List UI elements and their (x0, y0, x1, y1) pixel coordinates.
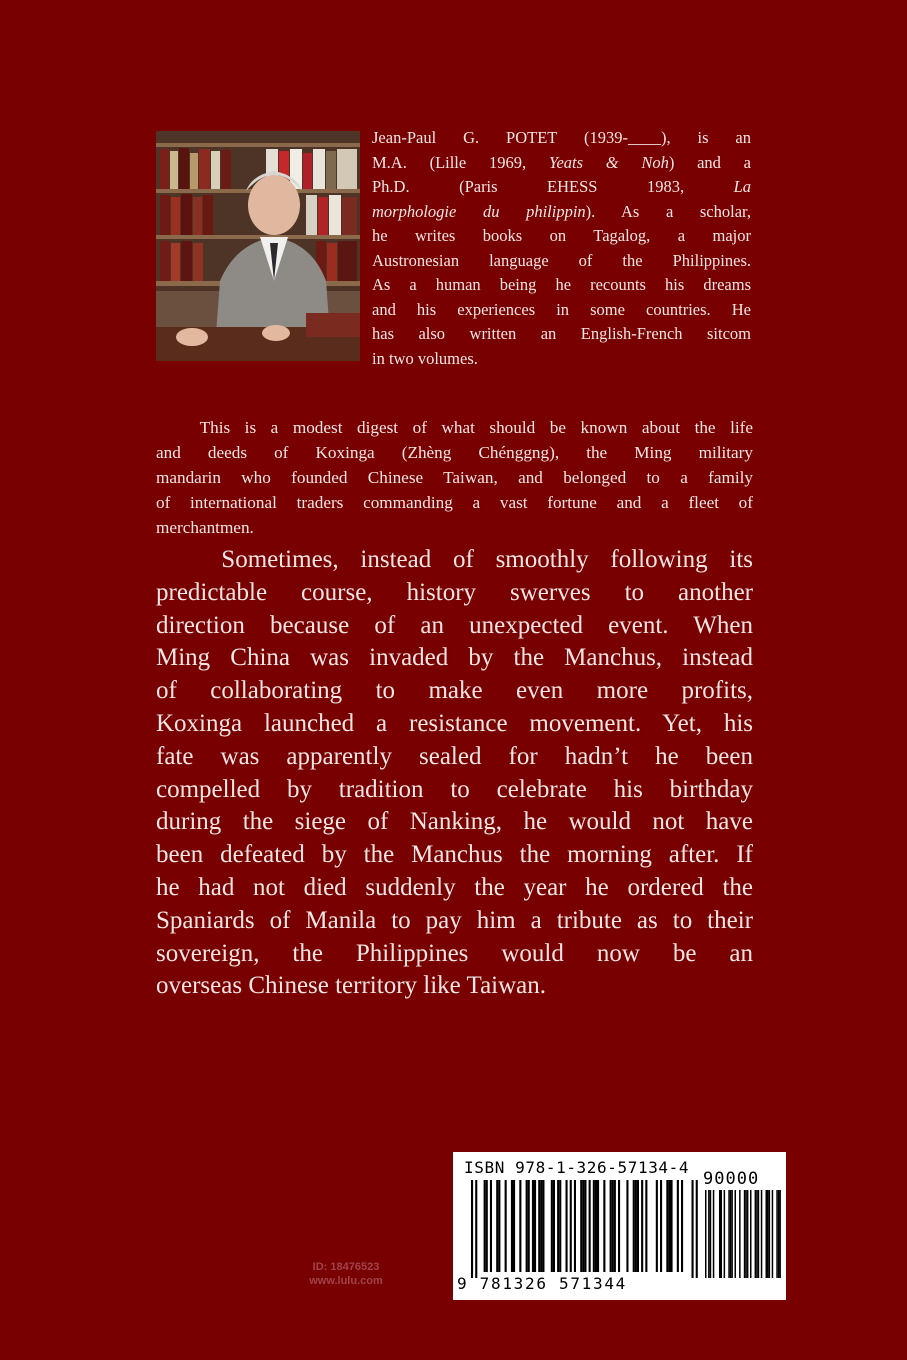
barcode-bar (582, 1180, 584, 1272)
barcode-bar (668, 1180, 670, 1272)
addon-bar (724, 1190, 726, 1278)
addon-bar (767, 1190, 769, 1278)
addon-bar (708, 1190, 710, 1278)
author-bio (372, 126, 751, 371)
barcode-bar (637, 1180, 639, 1272)
barcode-bar (614, 1180, 616, 1272)
barcode-bar (540, 1180, 542, 1272)
addon-bar (750, 1190, 752, 1278)
barcode-bar (534, 1180, 536, 1272)
addon-bar (778, 1190, 780, 1278)
publisher-url: www.lulu.com (309, 1275, 383, 1287)
barcode-bar (484, 1180, 486, 1272)
barcode-bar (538, 1180, 540, 1272)
barcode-bar (519, 1180, 521, 1272)
barcode-bar (511, 1180, 513, 1272)
addon-bar (772, 1190, 774, 1278)
main-line: Koxinga launched a resistance movement. Yet, his (156, 709, 753, 737)
digest-line: of international traders commanding a vast fortune and a fleet of (156, 493, 753, 512)
barcode-bar (645, 1180, 647, 1272)
bio-line: he writes books on Tagalog, a major (372, 226, 751, 245)
addon-bar (756, 1190, 758, 1278)
barcode-bar (610, 1180, 612, 1272)
main-line: he had not died suddenly the year he ordered the (156, 873, 753, 901)
isbn-barcode (453, 1152, 786, 1300)
barcode-bar (496, 1180, 498, 1272)
publisher-mark (286, 1260, 406, 1288)
ean-digits: 9 781326 571344 (457, 1274, 627, 1293)
main-paragraph (156, 544, 753, 1003)
barcode-bar (505, 1180, 507, 1272)
bio-line: morphologie du philippin). As a scholar, (372, 201, 751, 221)
addon-bar (745, 1190, 747, 1278)
barcode-bar (526, 1180, 528, 1272)
digest-line: This is a modest digest of what should be known about the life (156, 418, 753, 437)
main-line: predictable course, history swerves to another (156, 578, 753, 606)
addon-bar (747, 1190, 749, 1278)
barcode-bar (542, 1180, 544, 1272)
barcode-bar (528, 1180, 530, 1272)
addon-bar (755, 1190, 757, 1278)
barcode-bar (593, 1180, 595, 1272)
main-line: during the siege of Nanking, he would not have (156, 808, 753, 836)
barcode-bar (471, 1180, 473, 1278)
bio-line: M.A. (Lille 1969, Yeats & Noh) and a (372, 152, 751, 172)
barcode-bar (603, 1180, 605, 1272)
barcode-bar (597, 1180, 599, 1272)
barcode-bar (692, 1180, 694, 1278)
barcode-bar (595, 1180, 597, 1272)
bio-line: and his experiences in some countries. He (372, 299, 751, 319)
main-line: overseas Chinese territory like Taiwan. (156, 972, 547, 1000)
addon-bar (710, 1190, 712, 1278)
isbn-label: ISBN 978-1-326-57134-4 (464, 1158, 690, 1177)
main-line: direction because of an unexpected event. When (156, 611, 753, 639)
publisher-id: ID: 18476523 (312, 1261, 380, 1273)
barcode-bar (660, 1180, 662, 1272)
main-line: been defeated by the Manchus the morning after. If (156, 841, 753, 869)
barcode-bar (666, 1180, 668, 1272)
barcode-bar (626, 1180, 628, 1272)
addon-bar (766, 1190, 768, 1278)
digest-paragraph (156, 415, 753, 540)
addon-bar (705, 1190, 707, 1278)
barcode-bar (574, 1180, 576, 1272)
price-code: 90000 (703, 1169, 760, 1189)
digest-line: and deeds of Koxinga (Zhèng Chénggng), the Ming military (156, 443, 753, 462)
barcode-bar (553, 1180, 555, 1272)
bio-line: Jean-Paul G. POTET (1939-____), is an (372, 128, 751, 147)
digest-line: merchantmen. (156, 518, 254, 537)
bio-line: has also written an English-French sitcom (372, 324, 751, 343)
barcode-bar (557, 1180, 559, 1272)
barcode-bar (584, 1180, 586, 1272)
main-line: Ming China was invaded by the Manchus, instead (156, 644, 753, 672)
bio-line: Ph.D. (Paris EHESS 1983, La (372, 177, 751, 196)
main-line: compelled by tradition to celebrate his birthday (156, 775, 753, 803)
addon-bar (713, 1190, 715, 1278)
bio-line: Austronesian language of the Philippines. (372, 250, 751, 270)
barcode-bar (498, 1180, 500, 1272)
addon-bar (739, 1190, 741, 1278)
barcode-bar (633, 1180, 635, 1272)
main-line: fate was apparently sealed for hadn’t he been (156, 742, 753, 770)
digest-line: mandarin who founded Chinese Taiwan, and belonged to a family (156, 468, 753, 487)
barcode-bar (570, 1180, 572, 1272)
barcode-bar (696, 1180, 698, 1278)
addon-bar (769, 1190, 771, 1278)
barcode-bar (635, 1180, 637, 1272)
main-line: Sometimes, instead of smoothly following its (156, 546, 753, 573)
addon-bar (730, 1190, 732, 1278)
addon-bar (735, 1190, 737, 1278)
barcode-bar (677, 1180, 679, 1272)
barcode-bar (618, 1180, 620, 1272)
barcode-bar (490, 1180, 492, 1272)
author-photo (156, 131, 360, 361)
addon-bar (721, 1190, 723, 1278)
addon-bar (779, 1190, 781, 1278)
barcode-bar (559, 1180, 561, 1272)
barcode-bar (486, 1180, 488, 1272)
barcode-bar (589, 1180, 591, 1272)
addon-bar (761, 1190, 763, 1278)
barcode-bar (681, 1180, 683, 1272)
barcode-bar (551, 1180, 553, 1272)
barcode-bar (566, 1180, 568, 1272)
barcode-bar (580, 1180, 582, 1272)
addon-bar (728, 1190, 730, 1278)
barcode-bar (641, 1180, 643, 1272)
main-line: Spaniards of Manila to pay him a tribute as to their (156, 906, 753, 934)
addon-bar (731, 1190, 733, 1278)
addon-bar (776, 1190, 778, 1278)
barcode-bar (475, 1180, 477, 1278)
main-line: sovereign, the Philippines would now be an (156, 939, 753, 967)
bio-line: As a human being he recounts his dreams (372, 275, 751, 294)
bio-line: in two volumes. (372, 348, 478, 368)
barcode-bar (671, 1180, 673, 1272)
barcode-bar (532, 1180, 534, 1272)
addon-bar (758, 1190, 760, 1278)
barcode-bar (656, 1180, 658, 1272)
barcode-bar (612, 1180, 614, 1272)
barcode-bar (513, 1180, 515, 1272)
addon-bar (744, 1190, 746, 1278)
main-line: of collaborating to make even more profits, (156, 677, 753, 705)
addon-bar (719, 1190, 721, 1278)
